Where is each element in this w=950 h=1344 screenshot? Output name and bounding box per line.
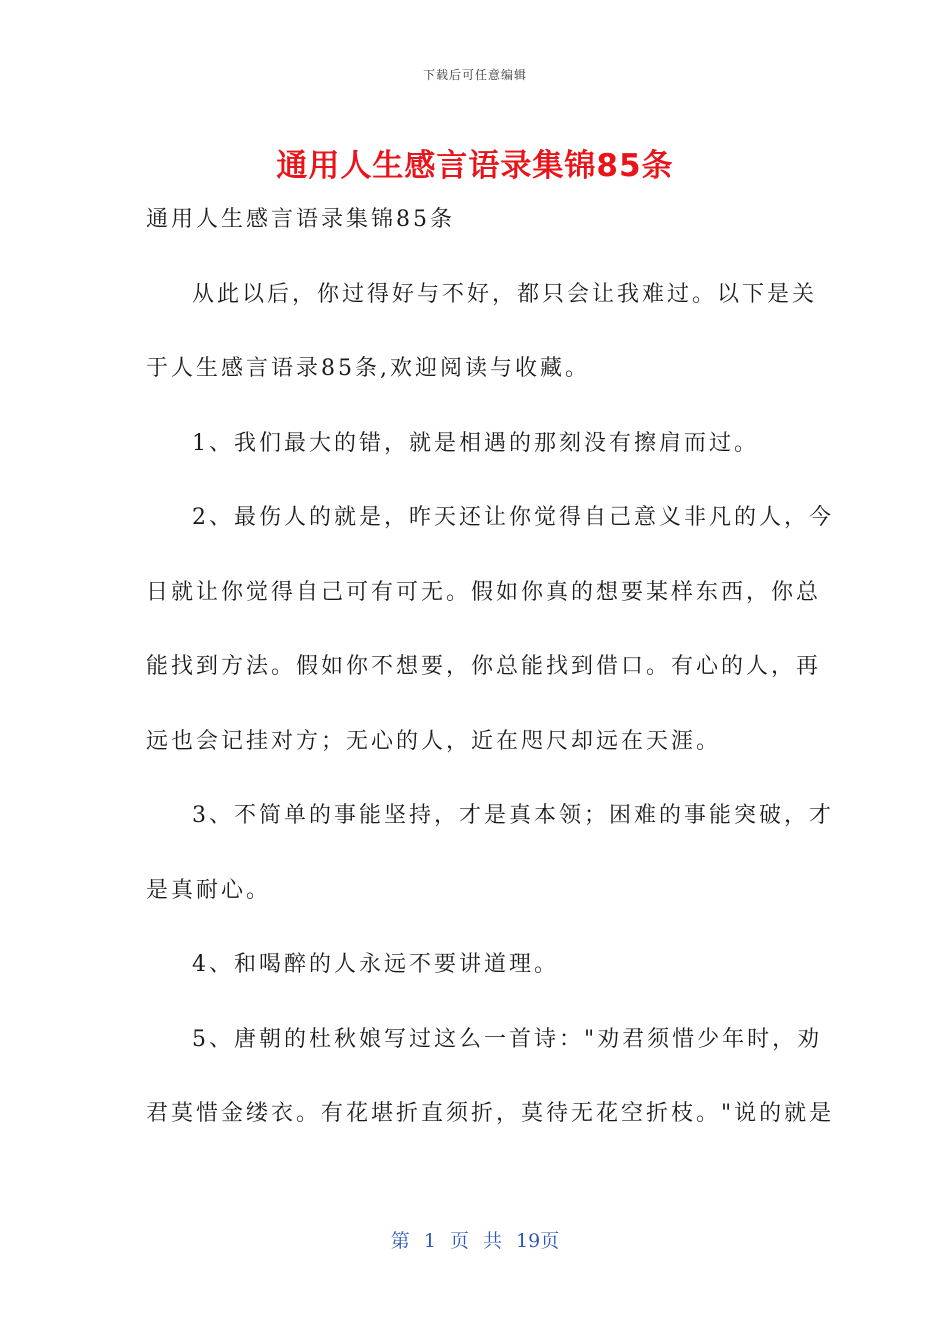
body-line: 通用人生感言语录集锦85条 bbox=[146, 207, 455, 232]
body-line: 2、最伤人的就是，昨天还让你觉得自己意义非凡的人，今 bbox=[192, 505, 834, 530]
body-line: 日就让你觉得自己可有可无。假如你真的想要某样东西，你总 bbox=[146, 579, 822, 605]
body-line: 能找到方法。假如你不想要，你总能找到借口。有心的人，再 bbox=[146, 654, 822, 679]
document-title: 通用人生感言语录集锦85条 bbox=[276, 148, 674, 184]
header-note: 下载后可任意编辑 bbox=[422, 68, 527, 82]
body-line: 3、不简单的事能坚持，才是真本领；困难的事能突破，才 bbox=[192, 803, 834, 828]
body-line: 于人生感言语录85条,欢迎阅读与收藏。 bbox=[146, 356, 590, 381]
body-line: 是真耐心。 bbox=[146, 877, 272, 903]
page-number-footer: 第 1 页 共 19页 bbox=[390, 1230, 560, 1252]
body-line: 从此以后，你过得好与不好，都只会让我难过。以下是关 bbox=[192, 281, 818, 307]
body-line: 远也会记挂对方；无心的人，近在咫尺却远在天涯。 bbox=[146, 728, 722, 754]
body-line: 君莫惜金缕衣。有花堪折直须折，莫待无花空折枝。"说的就是 bbox=[146, 1101, 835, 1126]
body-line: 1、我们最大的错，就是相遇的那刻没有擦肩而过。 bbox=[192, 430, 759, 456]
body-line: 5、唐朝的杜秋娘写过这么一首诗："劝君须惜少年时，劝 bbox=[192, 1026, 823, 1052]
document-body bbox=[146, 183, 835, 1152]
body-line: 4、和喝醉的人永远不要讲道理。 bbox=[192, 952, 559, 977]
